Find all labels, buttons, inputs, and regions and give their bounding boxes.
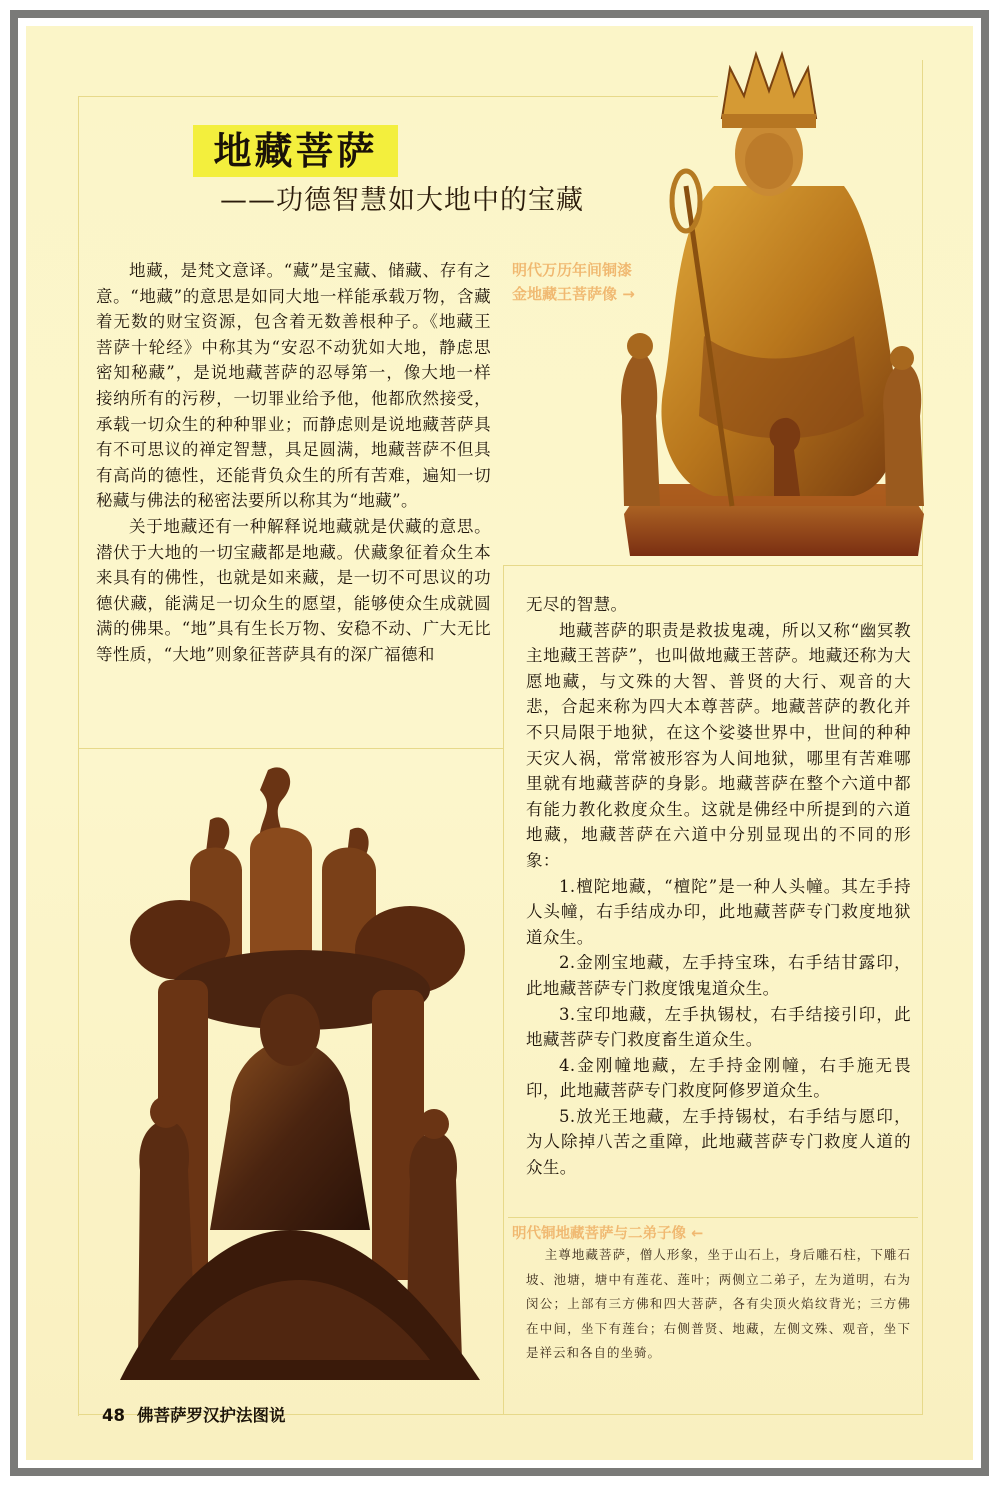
- bronze-group-statue-photo: [110, 760, 495, 1400]
- bottom-photo-note: 主尊地藏菩萨，僧人形象，坐于山石上，身后雕石柱，下雕石坡、池塘，塘中有莲花、莲叶；两侧立二弟子，左为道明，右为闵公；上部有三方佛和四大菩萨，各有尖顶火焰纹背光；三方佛在中间，坐下有莲台；右侧普贤、地藏，左侧文殊、观音，坐下是祥云和各自的坐骑。: [526, 1247, 911, 1360]
- page-subtitle: ——功德智慧如大地中的宝藏: [220, 185, 584, 216]
- list-item: 5.放光王地藏，左手持锡杖，右手结与愿印，为人除掉八苦之重障，此地藏菩萨专门救度人道的众生。: [526, 1106, 911, 1178]
- list-item: 1.檀陀地藏，“檀陀”是一种人头幢。其左手持人头幢，右手结成办印，此地藏菩萨专门救度地狱道众生。: [526, 876, 911, 947]
- guide-line-mid-right: [503, 565, 923, 566]
- page-footer: [102, 1401, 402, 1431]
- list-item: 2.金刚宝地藏，左手持宝珠，右手结甘露印，此地藏菩萨专门救度饿鬼道众生。: [526, 953, 911, 998]
- left-column-text: [96, 258, 491, 668]
- left-paragraph-1: 地藏，是梵文意译。“藏”是宝藏、储藏、存有之意。“地藏”的意思是如同大地一样能承载万物，含藏着无数的财宝资源，包含着无数善根种子。《地藏王菩萨十轮经》中称其为“安忍不动犹如大地，静虑思密知秘藏”，是说地藏菩萨的忍辱第一，像大地一样接纳所有的污秽，一切罪业给予他，他都欣然接受，承载一切众生的种种罪业；而静虑则是说地藏菩萨具有不可思议的禅定智慧，具足圆满，地藏菩萨不但具有高尚的德性，还能背负众生的所有苦难，遍知一切秘藏与佛法的秘密法要所以称其为“地藏”。: [96, 261, 491, 511]
- guide-line-left: [78, 96, 79, 1416]
- guide-line-middle: [503, 565, 504, 1415]
- list-item: 4.金刚幢地藏，左手持金刚幢，右手施无畏印，此地藏菩萨专门救度阿修罗道众生。: [526, 1055, 911, 1101]
- top-photo-caption-line1: 明代万历年间铜漆: [512, 261, 633, 279]
- top-photo-caption-line2: 金地藏王菩萨像 →: [512, 285, 635, 303]
- page-number: 48: [102, 1406, 125, 1425]
- guide-line-caption: [508, 1217, 918, 1218]
- top-photo-caption: [512, 258, 662, 306]
- right-continuation: 无尽的智慧。: [526, 595, 628, 614]
- left-paragraph-2: 关于地藏还有一种解释说地藏就是伏藏的意思。潜伏于大地的一切宝藏都是地藏。伏藏象征着众生本来具有的佛性，也就是如来藏，是一切不可思议的功德伏藏，能满足一切众生的愿望，能够使众生成就圆满的佛果。“地”具有生长万物、安稳不动、广大无比等性质，“大地”则象征菩萨具有的深广福德和: [96, 516, 491, 664]
- right-paragraph-1: 地藏菩萨的职责是救拔鬼魂，所以又称“幽冥教主地藏王菩萨”，也叫做地藏王菩萨。地藏还称为大愿地藏，与文殊的大智、普贤的大行、观音的大悲，合起来称为四大本尊菩萨。地藏菩萨的教化并不只局限于地狱，在这个娑婆世界中，世间的种种天灾人祸，常常被形容为人间地狱，哪里有苦难哪里就有地藏菩萨的身影。地藏菩萨在整个六道中都有能力教化救度众生。这就是佛经中所提到的六道地藏，地藏菩萨在六道中分别显现出的不同的形象：: [526, 620, 911, 870]
- book-title: 佛菩萨罗汉护法图说: [136, 1406, 286, 1425]
- page-title: 地藏菩萨: [193, 125, 398, 177]
- list-item: 3.宝印地藏，左手执锡杖，右手结接引印，此地藏菩萨专门救度畜生道众生。: [526, 1004, 911, 1050]
- right-column-text: [526, 592, 911, 1181]
- guide-line-mid-left: [78, 748, 503, 749]
- bottom-photo-caption: 明代铜地藏菩萨与二弟子像 ←: [512, 1226, 704, 1242]
